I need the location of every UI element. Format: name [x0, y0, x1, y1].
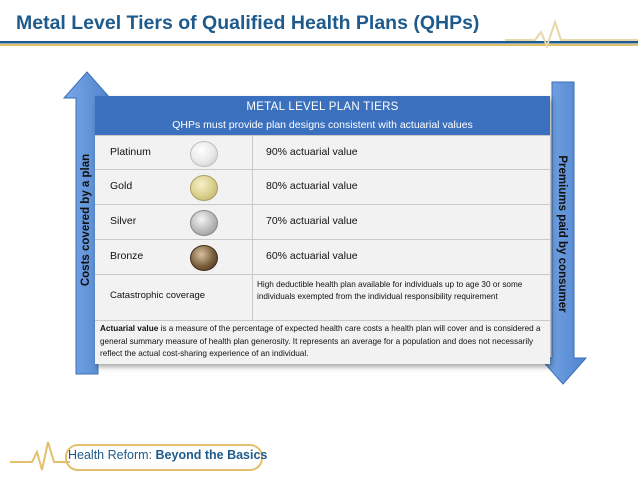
heartbeat-decoration-icon: [505, 18, 638, 48]
column-divider: [252, 136, 253, 170]
tier-name: Catastrophic coverage: [110, 290, 206, 301]
tier-name: Platinum: [110, 146, 151, 158]
gold-medal-icon: [190, 175, 218, 201]
tier-name: Bronze: [110, 250, 144, 262]
silver-medal-icon: [190, 210, 218, 236]
page-title: Metal Level Tiers of Qualified Health Plans (QHPs): [16, 12, 480, 34]
tier-row-catastrophic: [95, 274, 550, 321]
tier-row-gold: [95, 169, 550, 205]
actuarial-value-note: [95, 320, 550, 365]
note-term: Actuarial value: [100, 324, 159, 333]
left-arrow-label: Costs covered by a plan: [80, 153, 92, 287]
plan-tiers-table: [95, 96, 550, 364]
note-body: is a measure of the percentage of expected health care costs a health plan will cover and is considered a general summary measure of health plan generosity. It represents an average for a population and does not necessarily reflect the actual cost-sharing experience of an individual.: [100, 324, 541, 358]
column-divider: [252, 275, 253, 321]
tier-name: Silver: [110, 215, 137, 227]
bronze-medal-icon: [190, 245, 218, 271]
tier-name: Gold: [110, 180, 133, 192]
tier-value: 80% actuarial value: [266, 180, 358, 192]
table-banner: [95, 96, 550, 135]
column-divider: [252, 240, 253, 275]
tier-value: 60% actuarial value: [266, 250, 358, 262]
logo-text: [68, 448, 267, 462]
tier-row-silver: [95, 204, 550, 240]
table-subtitle: QHPs must provide plan designs consistent with actuarial values: [172, 119, 473, 131]
catastrophic-description: High deductible health plan available for individuals up to age 30 or some individuals exempted from the individual responsibility requirement: [257, 280, 523, 301]
column-divider: [252, 170, 253, 205]
logo-prefix: Health Reform:: [68, 448, 156, 462]
logo-bold-text: Beyond the Basics: [155, 448, 268, 462]
column-divider: [252, 205, 253, 240]
note-text: [100, 323, 548, 361]
right-arrow-label: Premiums paid by consumer: [556, 155, 568, 313]
tier-value: 90% actuarial value: [266, 146, 358, 158]
footer-logo: [10, 440, 268, 474]
tier-value: 70% actuarial value: [266, 215, 358, 227]
tier-row-bronze: [95, 239, 550, 275]
platinum-medal-icon: [190, 141, 218, 167]
table-title: METAL LEVEL PLAN TIERS: [246, 101, 399, 113]
tier-row-platinum: [95, 135, 550, 170]
